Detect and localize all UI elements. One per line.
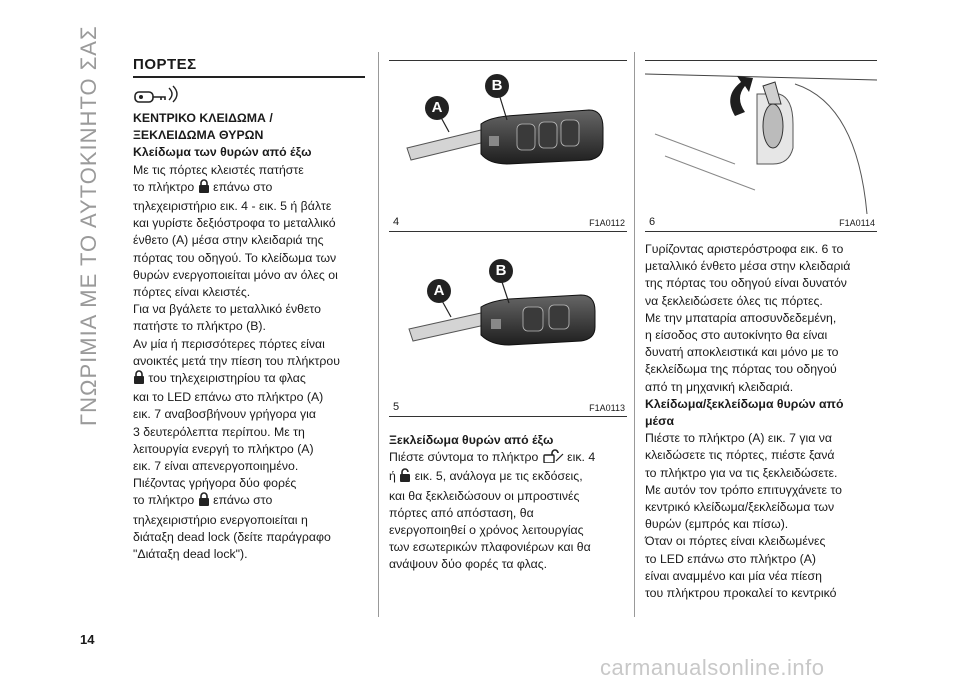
text-line (389, 468, 627, 487)
text-line: Γυρίζοντας αριστερόστροφα εικ. 6 το (645, 242, 844, 256)
lock-icon (198, 179, 210, 198)
lock-icon (133, 370, 145, 389)
text-line: δυνατή αποκλειστικά και μόνο με το (645, 345, 839, 360)
column-divider-1 (378, 52, 379, 617)
callout-a: A (427, 279, 451, 303)
callout-a: A (425, 96, 449, 120)
text-fragment: επάνω στο (213, 179, 273, 194)
text-line: Πιέζοντας γρήγορα δύο φορές (133, 476, 297, 491)
text-line: και το LED επάνω στο πλήκτρο (A) (133, 390, 324, 405)
text-line: Με αυτόν τον τρόπο επιτυγχάνετε το (645, 482, 842, 497)
figure-6-illustration (645, 60, 877, 230)
text-line: πατήστε το πλήκτρο (B). (133, 319, 266, 334)
figure-bottom-rule (645, 231, 877, 232)
text-fragment: ή (389, 469, 396, 484)
text-line: θυρών (εμπρός και πίσω). (645, 517, 789, 532)
column-1 (133, 56, 365, 563)
callout-b: B (485, 74, 509, 98)
section-title: ΠΟΡΤΕΣ (133, 56, 197, 73)
text-line: πόρτες είναι κλειστές. (133, 285, 251, 300)
text-line (133, 370, 365, 389)
text-line: κεντρικό κλείδωμα/ξεκλείδωμα των (645, 500, 835, 515)
watermark: carmanualsonline.info (600, 655, 825, 680)
unlock-icon (542, 449, 564, 468)
subheading-central-locking: ΚΕΝΤΡΙΚΟ ΚΛΕΙΔΩΜΑ / (133, 111, 273, 125)
text-line: Όταν οι πόρτες είναι κλειδωμένες (645, 534, 826, 549)
text-line: Πιέστε το πλήκτρο (A) εικ. 7 για να (645, 431, 833, 446)
text-line: θυρών ενεργοποιείται μόνο αν όλες οι (133, 267, 338, 282)
figure-number: 4 (393, 216, 400, 228)
text-line (133, 492, 365, 511)
callout-b: B (489, 259, 513, 283)
text-line: είναι αναμμένο και μία νέα πίεση (645, 568, 822, 583)
lock-icon (198, 492, 210, 511)
text-line: Για να βγάλετε το μεταλλικό ένθετο (133, 302, 321, 317)
text-fragment: το πλήκτρο (133, 179, 195, 194)
column-2 (389, 432, 627, 574)
text-line: ανάψουν δύο φορές τα φλας. (389, 557, 548, 572)
text-line: 3 δευτερόλεπτα περίπου. Με τη (133, 424, 305, 439)
text-fragment: εικ. 5, ανάλογα με τις εκδόσεις, (414, 469, 583, 484)
text-fragment: επάνω στο (213, 493, 273, 508)
text-line: ενεργοποιηθεί ο χρόνος λειτουργίας (389, 523, 584, 538)
figure-number: 5 (393, 401, 400, 413)
text-line: από τη μηχανική κλειδαριά. (645, 379, 794, 394)
text-line: το πλήκτρο για να τις ξεκλειδώσετε. (645, 465, 838, 480)
figure-code: F1A0113 (589, 403, 625, 413)
column-3 (645, 241, 877, 602)
text-line: των εσωτερικών πλαφονιέρων και θα (389, 540, 591, 555)
text-line: εικ. 7 αναβοσβήνουν γρήγορα για (133, 407, 316, 422)
text-line: το LED επάνω στο πλήκτρο (A) (645, 551, 816, 566)
text-line: μεταλλικό ένθετο μέσα στην κλειδαριά (645, 259, 851, 274)
heading-rule (133, 76, 365, 78)
subheading-lock-unlock-inside: Κλείδωμα/ξεκλείδωμα θυρών από (645, 396, 844, 411)
text-line: να ξεκλειδώσετε όλες τις πόρτες. (645, 293, 823, 308)
page-number: 14 (80, 632, 95, 647)
text-line: λειτουργία ενεργή το πλήκτρο (A) (133, 441, 314, 456)
text-fragment: εικ. 4 (567, 450, 596, 465)
text-fragment: του τηλεχειριστηρίου τα φλας (148, 371, 306, 386)
text-line: Με την μπαταρία αποσυνδεδεμένη, (645, 310, 837, 325)
figure-4 (389, 60, 627, 230)
chapter-side-title: ΓΝΩΡΙΜΙΑ ΜΕ ΤΟ ΑΥΤΟΚΙΝΗΤΟ ΣΑΣ (76, 25, 101, 426)
figure-code: F1A0112 (589, 218, 625, 228)
text-line: της πόρτας του οδηγού είναι δυνατόν (645, 276, 847, 291)
text-line: "Διάταξη dead lock"). (133, 547, 248, 562)
subheading-lock-unlock-inside-cont: μέσα (645, 414, 675, 429)
key-remote-pictogram-icon (133, 84, 365, 106)
text-line: τηλεχειριστήριο εικ. 4 - εικ. 5 ή βάλτε (133, 199, 332, 214)
text-line: τηλεχειριστήριο ενεργοποιείται η (133, 512, 308, 527)
text-line: ανοικτές μετά την πίεση του πλήκτρου (133, 353, 340, 368)
text-fragment: Πιέστε σύντομα το πλήκτρο (389, 450, 539, 465)
text-line: εικ. 7 είναι απενεργοποιημένο. (133, 459, 299, 474)
figure-code: F1A0114 (839, 218, 875, 228)
subheading-unlock-from-outside: Ξεκλείδωμα θυρών από έξω (389, 433, 554, 447)
text-line: ένθετο (A) μέσα στην κλειδαριά της (133, 233, 324, 248)
subheading-unlocking: ΞΕΚΛΕΙΔΩΜΑ ΘΥΡΩΝ (133, 128, 264, 143)
text-line: και θα ξεκλειδώσουν οι μπροστινές (389, 488, 580, 503)
text-line: και γυρίστε δεξιόστροφα το μεταλλικό (133, 216, 336, 231)
text-line: Αν μία ή περισσότερες πόρτες είναι (133, 336, 325, 351)
figure-5-illustration (389, 245, 627, 415)
text-line: διάταξη dead lock (δείτε παράγραφο (133, 529, 331, 544)
figure-number: 6 (649, 216, 656, 228)
figure-4-illustration (389, 60, 627, 230)
text-line: του πλήκτρου προκαλεί το κεντρικό (645, 586, 837, 601)
text-line: ξεκλείδωμα της πόρτας του οδηγού (645, 362, 837, 377)
figure-6 (645, 60, 877, 230)
subheading-lock-from-outside: Κλείδωμα των θυρών από έξω (133, 145, 312, 160)
text-line (133, 179, 365, 198)
figure-bottom-rule (389, 416, 627, 417)
text-line (389, 449, 627, 468)
text-line: πόρτες από απόσταση, θα (389, 505, 534, 520)
text-line: η είσοδος στο αυτοκίνητο θα είναι (645, 328, 828, 343)
unlock-icon (399, 468, 411, 487)
text-fragment: το πλήκτρο (133, 493, 195, 508)
column-divider-2 (634, 52, 635, 617)
text-line: Με τις πόρτες κλειστές πατήστε (133, 162, 304, 177)
figure-bottom-rule (389, 231, 627, 232)
text-line: κλειδώσετε τις πόρτες, πιέστε ξανά (645, 448, 835, 463)
figure-5 (389, 245, 627, 415)
text-line: πόρτας του οδηγού. Το κλείδωμα των (133, 250, 337, 265)
